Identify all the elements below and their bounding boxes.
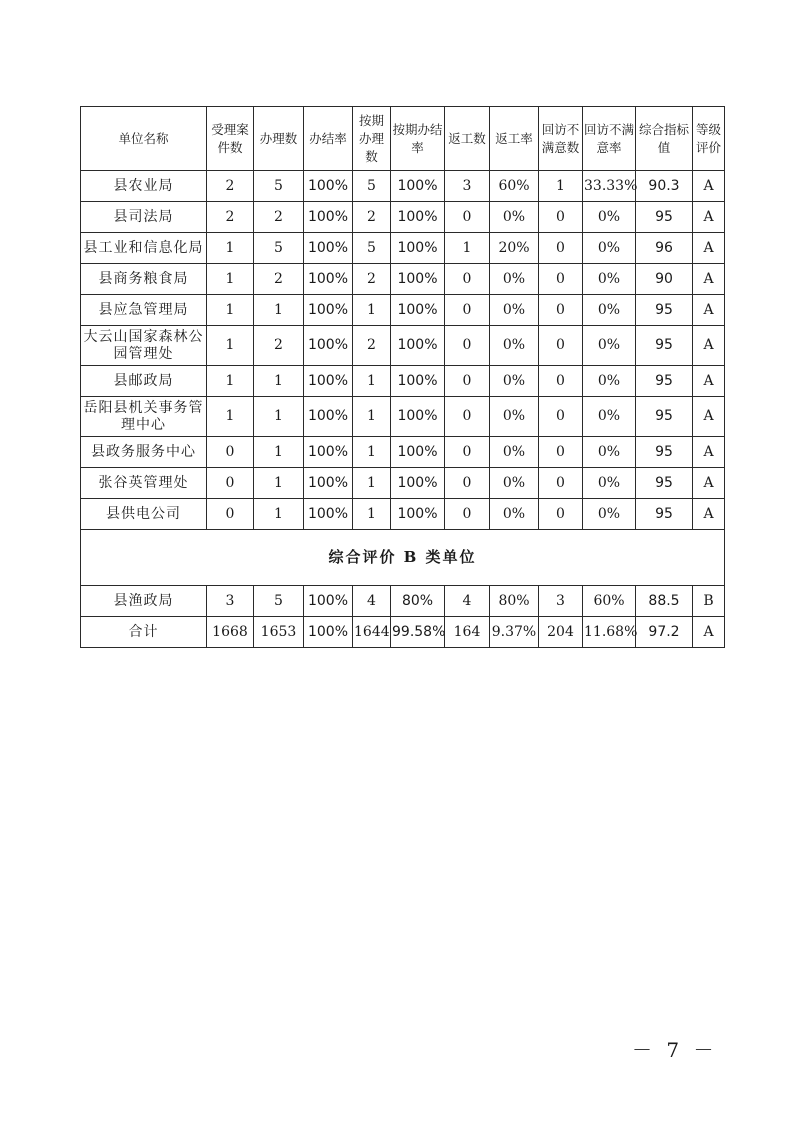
- table-cell: 2: [353, 264, 391, 295]
- table-cell: 3: [207, 586, 254, 617]
- table-cell: 0%: [583, 295, 636, 326]
- column-header: 办结率: [304, 107, 353, 171]
- table-cell: 100%: [391, 437, 445, 468]
- table-cell: 0%: [583, 468, 636, 499]
- table-cell: 0: [445, 437, 490, 468]
- table-cell: 100%: [304, 617, 353, 648]
- table-cell: 100%: [391, 326, 445, 366]
- table-cell: 164: [445, 617, 490, 648]
- unit-name-cell: 张谷英管理处: [81, 468, 207, 499]
- column-header: 按期办结率: [391, 107, 445, 171]
- table-cell: 100%: [304, 397, 353, 437]
- table-cell: 1: [207, 366, 254, 397]
- table-cell: 0: [207, 499, 254, 530]
- column-header: 综合指标值: [636, 107, 693, 171]
- table-cell: 0%: [490, 397, 539, 437]
- column-header: 返工率: [490, 107, 539, 171]
- table-cell: 1: [207, 264, 254, 295]
- table-cell: 1: [254, 366, 304, 397]
- table-row: [81, 233, 725, 264]
- table-cell: 100%: [391, 366, 445, 397]
- table-cell: 2: [254, 202, 304, 233]
- table-cell: 0: [539, 233, 583, 264]
- table-cell: 0: [539, 499, 583, 530]
- table-cell: 0: [539, 295, 583, 326]
- evaluation-table: [80, 106, 725, 648]
- table-cell: 2: [207, 171, 254, 202]
- column-header: 按期办理数: [353, 107, 391, 171]
- unit-name-cell: 县司法局: [81, 202, 207, 233]
- table-cell: 80%: [490, 586, 539, 617]
- table-cell: 100%: [391, 397, 445, 437]
- table-cell: 90: [636, 264, 693, 295]
- table-cell: 88.5: [636, 586, 693, 617]
- section-title: 综合评价 B 类单位: [81, 530, 725, 586]
- table-cell: 1: [254, 499, 304, 530]
- table-cell: 100%: [391, 171, 445, 202]
- column-header: 单位名称: [81, 107, 207, 171]
- table-cell: A: [693, 233, 725, 264]
- unit-name-cell: 大云山国家森林公园管理处: [81, 326, 207, 366]
- unit-name-cell: 县工业和信息化局: [81, 233, 207, 264]
- table-cell: 2: [353, 326, 391, 366]
- table-cell: A: [693, 397, 725, 437]
- table-row: [81, 366, 725, 397]
- table-cell: A: [693, 295, 725, 326]
- table-cell: 0%: [490, 202, 539, 233]
- table-cell: 100%: [304, 326, 353, 366]
- table-cell: 2: [254, 264, 304, 295]
- unit-name-cell: 县应急管理局: [81, 295, 207, 326]
- section-row: [81, 530, 725, 586]
- table-cell: 0%: [583, 397, 636, 437]
- total-row: [81, 617, 725, 648]
- table-cell: 1653: [254, 617, 304, 648]
- unit-name-cell: 县农业局: [81, 171, 207, 202]
- table-cell: 100%: [391, 233, 445, 264]
- unit-name-cell: 县渔政局: [81, 586, 207, 617]
- table-cell: 100%: [304, 264, 353, 295]
- column-header: 等级评价: [693, 107, 725, 171]
- table-cell: 204: [539, 617, 583, 648]
- table-cell: 0: [539, 366, 583, 397]
- table-cell: 3: [445, 171, 490, 202]
- table-cell: 95: [636, 397, 693, 437]
- unit-name-cell: 县政务服务中心: [81, 437, 207, 468]
- table-cell: 0%: [583, 366, 636, 397]
- table-cell: A: [693, 617, 725, 648]
- table-cell: 5: [353, 171, 391, 202]
- table-cell: 5: [254, 586, 304, 617]
- table-cell: 0%: [490, 326, 539, 366]
- table-cell: 1: [353, 295, 391, 326]
- table-cell: 4: [353, 586, 391, 617]
- table-cell: 5: [254, 233, 304, 264]
- table-cell: A: [693, 437, 725, 468]
- table-cell: 95: [636, 499, 693, 530]
- table-cell: 1: [207, 326, 254, 366]
- table-row: [81, 468, 725, 499]
- table-cell: 96: [636, 233, 693, 264]
- table-cell: A: [693, 366, 725, 397]
- table-cell: A: [693, 499, 725, 530]
- column-header: 受理案件数: [207, 107, 254, 171]
- table-cell: A: [693, 202, 725, 233]
- table-cell: 1: [445, 233, 490, 264]
- unit-name-cell: 合计: [81, 617, 207, 648]
- table-cell: 3: [539, 586, 583, 617]
- table-cell: 95: [636, 468, 693, 499]
- table-cell: 0: [539, 326, 583, 366]
- unit-name-cell: 县商务粮食局: [81, 264, 207, 295]
- table-cell: 100%: [304, 233, 353, 264]
- table-cell: 1644: [353, 617, 391, 648]
- table-cell: 90.3: [636, 171, 693, 202]
- table-cell: 95: [636, 326, 693, 366]
- table-cell: 5: [254, 171, 304, 202]
- table-cell: 20%: [490, 233, 539, 264]
- table-row: [81, 586, 725, 617]
- table-cell: 0%: [490, 468, 539, 499]
- table-cell: 0%: [583, 202, 636, 233]
- table-cell: 0: [207, 437, 254, 468]
- table-cell: 0: [445, 499, 490, 530]
- table-cell: 100%: [304, 499, 353, 530]
- table-cell: 1: [254, 295, 304, 326]
- unit-name-cell: 县供电公司: [81, 499, 207, 530]
- table-body: [81, 171, 725, 648]
- table-cell: 0%: [490, 366, 539, 397]
- table-cell: 1: [353, 437, 391, 468]
- table-cell: 0%: [583, 499, 636, 530]
- table-cell: 33.33%: [583, 171, 636, 202]
- unit-name-cell: 岳阳县机关事务管理中心: [81, 397, 207, 437]
- table-header-row: [81, 107, 725, 171]
- table-cell: 100%: [391, 295, 445, 326]
- table-cell: 100%: [304, 366, 353, 397]
- table-cell: 60%: [490, 171, 539, 202]
- table-cell: 0: [445, 295, 490, 326]
- table-cell: 0: [207, 468, 254, 499]
- table-cell: 0: [445, 397, 490, 437]
- table-cell: 1: [207, 233, 254, 264]
- table-cell: 2: [353, 202, 391, 233]
- table-cell: 1668: [207, 617, 254, 648]
- table-row: [81, 171, 725, 202]
- unit-name-cell: 县邮政局: [81, 366, 207, 397]
- table-cell: 0: [539, 202, 583, 233]
- table-cell: 100%: [391, 202, 445, 233]
- table-cell: 0%: [583, 437, 636, 468]
- table-cell: 1: [254, 397, 304, 437]
- table-cell: 0: [445, 366, 490, 397]
- table-cell: 0%: [490, 295, 539, 326]
- table-cell: 0: [539, 437, 583, 468]
- table-cell: 100%: [304, 202, 353, 233]
- table-row: [81, 499, 725, 530]
- table-cell: 0: [445, 468, 490, 499]
- table-cell: B: [693, 586, 725, 617]
- table-cell: 1: [353, 366, 391, 397]
- column-header: 返工数: [445, 107, 490, 171]
- table-cell: 100%: [391, 499, 445, 530]
- table-cell: 1: [353, 499, 391, 530]
- table-cell: 0: [445, 202, 490, 233]
- table-row: [81, 202, 725, 233]
- table-cell: 97.2: [636, 617, 693, 648]
- table-cell: 1: [254, 468, 304, 499]
- table-cell: 1: [207, 295, 254, 326]
- table-cell: 0%: [583, 264, 636, 295]
- column-header: 办理数: [254, 107, 304, 171]
- column-header: 回访不满意率: [583, 107, 636, 171]
- table-row: [81, 437, 725, 468]
- table-cell: 0: [445, 326, 490, 366]
- table-cell: 2: [207, 202, 254, 233]
- table-cell: 0: [445, 264, 490, 295]
- column-header: 回访不满意数: [539, 107, 583, 171]
- table-cell: 4: [445, 586, 490, 617]
- table-cell: 100%: [304, 295, 353, 326]
- table-row: [81, 326, 725, 366]
- table-row: [81, 397, 725, 437]
- table-cell: 100%: [304, 437, 353, 468]
- table-cell: A: [693, 326, 725, 366]
- table-cell: 9.37%: [490, 617, 539, 648]
- table-cell: 1: [539, 171, 583, 202]
- table-cell: A: [693, 468, 725, 499]
- table-cell: A: [693, 171, 725, 202]
- table-cell: 0%: [490, 437, 539, 468]
- table-cell: 0%: [583, 233, 636, 264]
- table-cell: 1: [207, 397, 254, 437]
- table-cell: 2: [254, 326, 304, 366]
- table-cell: 100%: [391, 264, 445, 295]
- table-cell: 100%: [304, 171, 353, 202]
- table-cell: 95: [636, 366, 693, 397]
- table-cell: 0%: [490, 264, 539, 295]
- table-cell: 80%: [391, 586, 445, 617]
- table-cell: 95: [636, 295, 693, 326]
- table-cell: A: [693, 264, 725, 295]
- table-cell: 100%: [304, 468, 353, 499]
- table-cell: 95: [636, 202, 693, 233]
- table-cell: 100%: [391, 468, 445, 499]
- table-cell: 0%: [490, 499, 539, 530]
- table-row: [81, 295, 725, 326]
- table-row: [81, 264, 725, 295]
- table-cell: 95: [636, 437, 693, 468]
- table-cell: 5: [353, 233, 391, 264]
- table-cell: 1: [353, 397, 391, 437]
- table-cell: 0: [539, 397, 583, 437]
- table-cell: 99.58%: [391, 617, 445, 648]
- table-cell: 0: [539, 468, 583, 499]
- table-cell: 0%: [583, 326, 636, 366]
- page-number: － 7 －: [632, 1038, 718, 1062]
- table-cell: 0: [539, 264, 583, 295]
- table-cell: 1: [353, 468, 391, 499]
- table-cell: 60%: [583, 586, 636, 617]
- table-cell: 11.68%: [583, 617, 636, 648]
- table-cell: 1: [254, 437, 304, 468]
- table-cell: 100%: [304, 586, 353, 617]
